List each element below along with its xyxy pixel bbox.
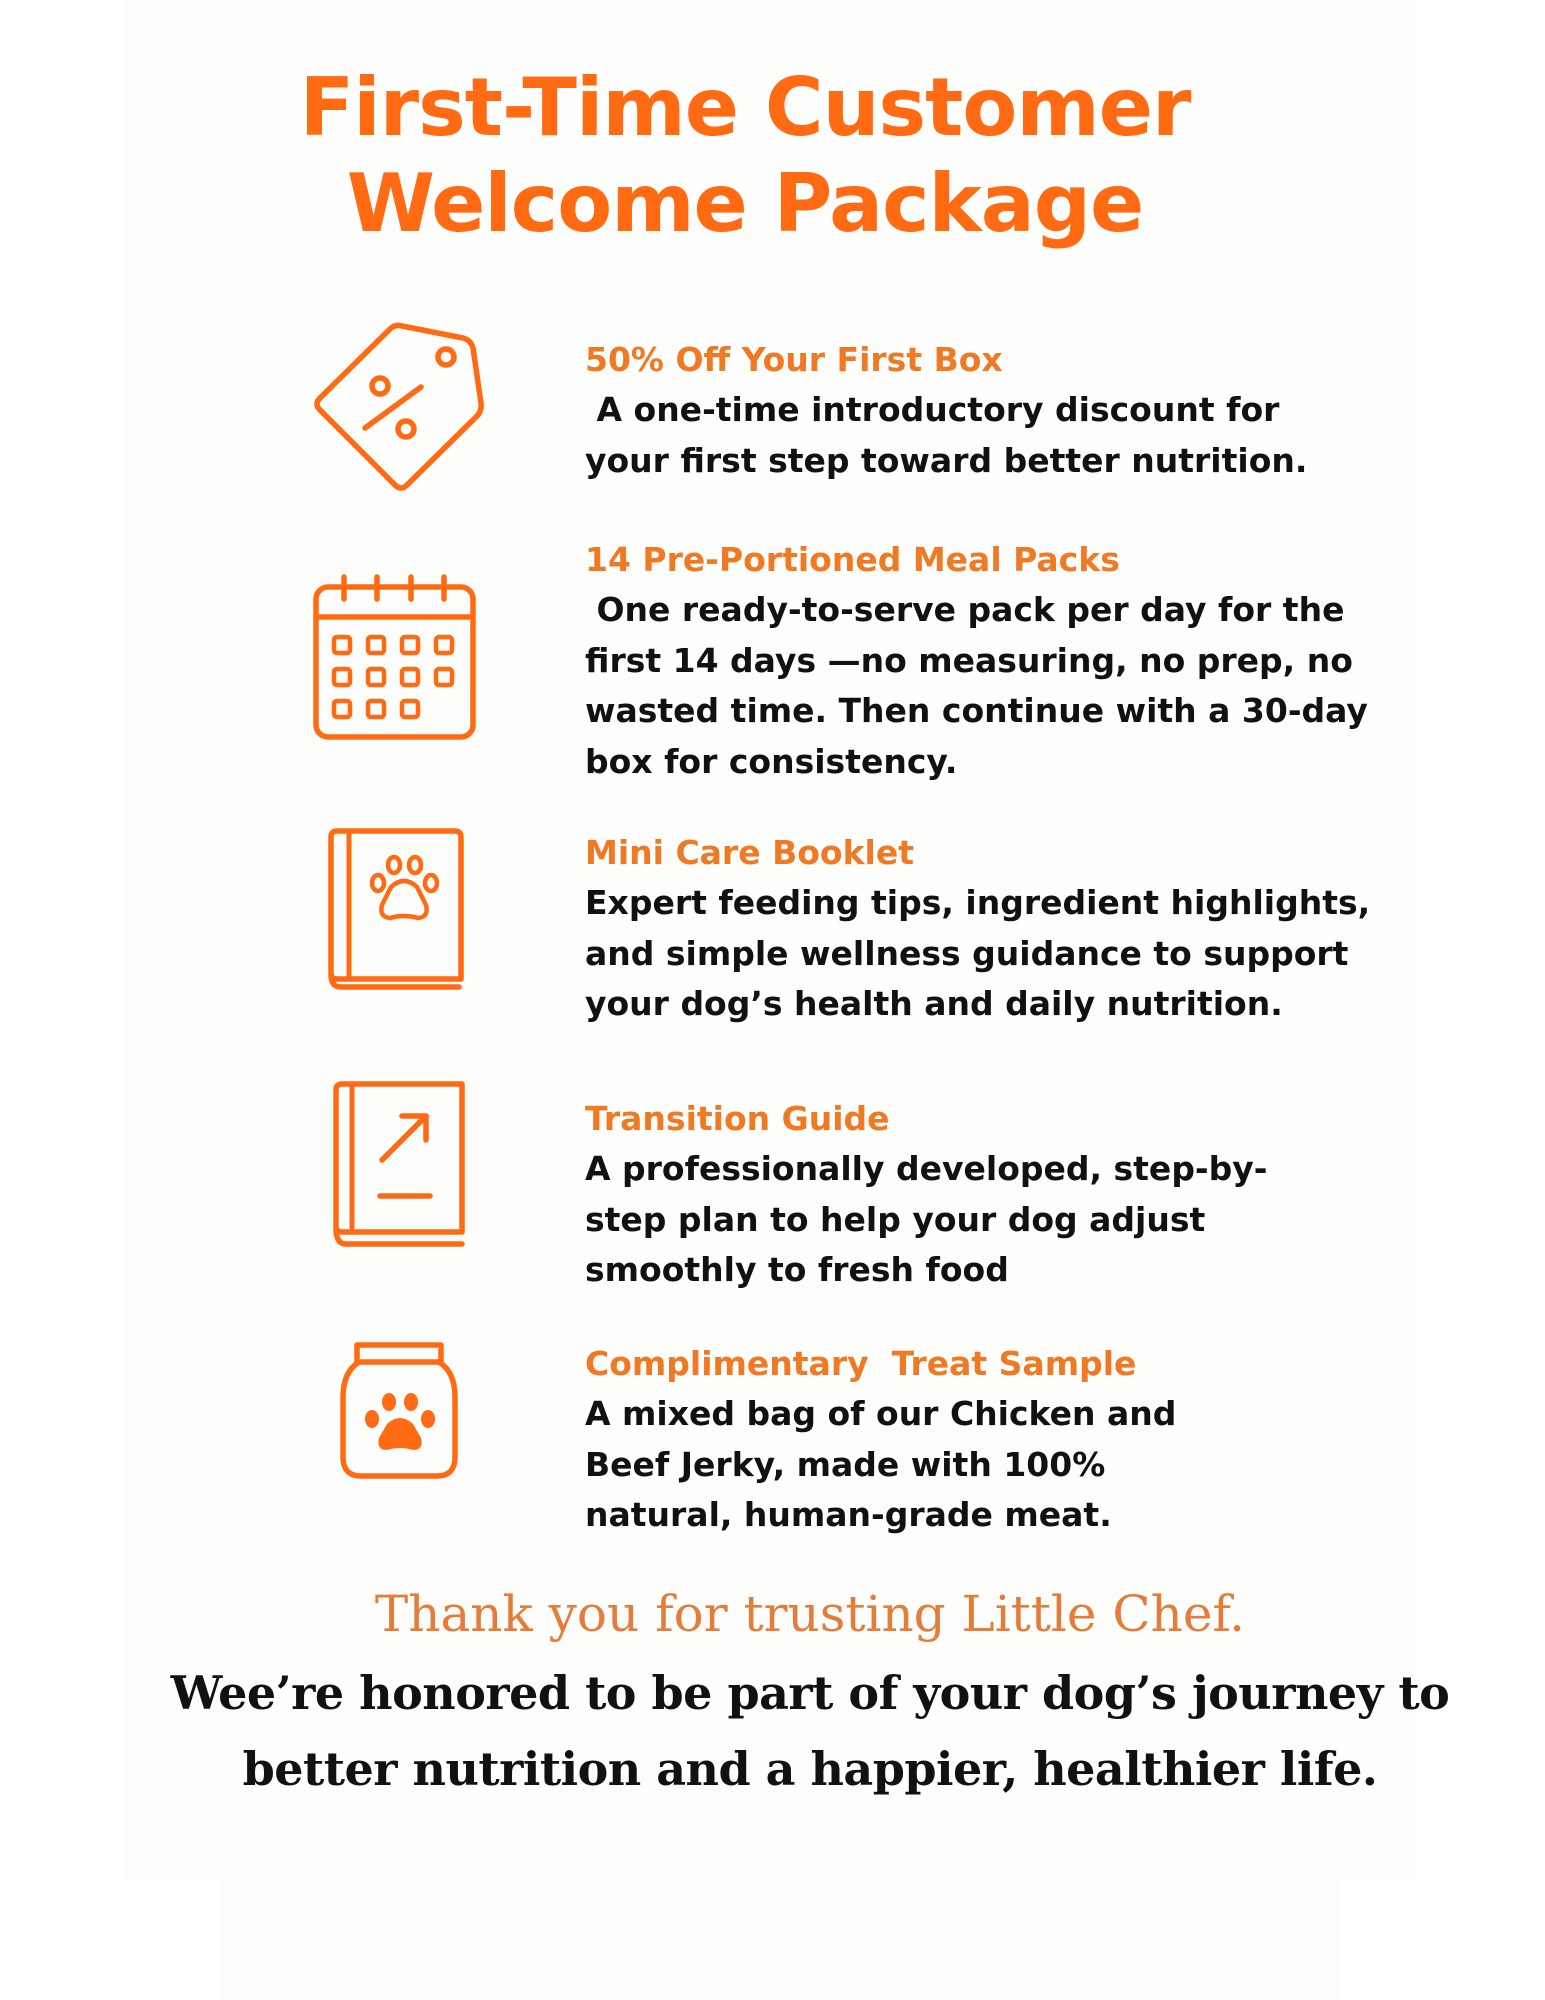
item-body — [585, 878, 1371, 1030]
item-body-line: natural, human-grade meat. — [585, 1495, 1112, 1534]
thank-you-message: Thank you for trusting Little Chef. — [374, 1585, 1246, 1643]
item-body-line: A mixed bag of our Chicken and — [585, 1394, 1177, 1433]
item-discount — [585, 335, 1345, 486]
item-treat-sample — [585, 1339, 1345, 1541]
item-heading: Transition Guide — [585, 1099, 890, 1138]
item-body — [585, 385, 1345, 486]
item-heading: 50% Off Your First Box — [585, 340, 1003, 379]
item-body-line: Expert feeding tips, ingredient highlights, — [585, 883, 1371, 922]
title-line-1: First-Time Customer — [299, 61, 1191, 154]
closing-line-2: better nutrition and a happier, healthier life. — [242, 1742, 1378, 1796]
item-body-line: Beef Jerky, made with 100% — [585, 1444, 1106, 1484]
price-tag-icon — [315, 325, 485, 490]
item-heading: 14 Pre-Portioned Meal Packs — [585, 540, 1120, 579]
item-body-line: your dog’s health and daily nutrition. — [585, 984, 1283, 1023]
item-body-line: first 14 days —no measuring, no prep, no — [585, 640, 1353, 680]
item-body-line: box for consistency. — [585, 741, 958, 781]
welcome-card-bottom — [220, 1880, 1340, 2000]
guide-book-icon — [332, 1080, 468, 1250]
item-meal-packs — [585, 535, 1368, 787]
title-line-2: Welcome Package — [346, 157, 1144, 250]
item-heading: Mini Care Booklet — [585, 833, 914, 872]
item-body-line: One ready-to-serve pack per day for the — [585, 590, 1345, 629]
paw-booklet-icon — [327, 827, 467, 992]
item-body-line: and simple wellness guidance to support — [585, 933, 1349, 973]
treat-bag-icon — [337, 1342, 462, 1480]
item-body-line: smoothly to fresh food — [585, 1250, 1009, 1289]
closing-line-1: Wee’re honored to be part of your dog’s journey to — [170, 1666, 1450, 1720]
item-body — [585, 1389, 1345, 1541]
closing-message — [0, 1655, 1545, 1807]
item-body-line: your first step toward better nutrition. — [585, 440, 1308, 480]
item-body-line: step plan to help your dog adjust — [585, 1199, 1206, 1239]
item-body-line: A one-time introductory discount for — [585, 390, 1280, 429]
item-care-booklet — [585, 828, 1371, 1030]
item-heading: Complimentary Treat Sample — [585, 1344, 1137, 1383]
item-body-line: A professionally developed, step-by- — [585, 1149, 1268, 1188]
page-title — [0, 60, 1490, 252]
item-body — [585, 1144, 1345, 1296]
item-transition-guide — [585, 1094, 1345, 1296]
item-body — [585, 585, 1368, 787]
item-body-line: wasted time. Then continue with a 30-day — [585, 691, 1368, 730]
calendar-icon — [312, 575, 477, 740]
